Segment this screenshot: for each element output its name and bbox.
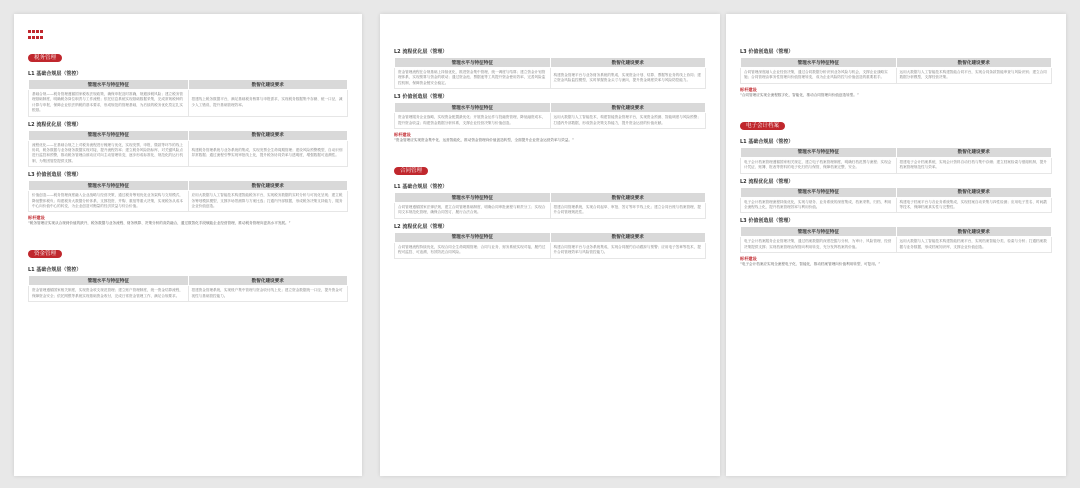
table-cell: 电子会计档案管理遵循国家相关规定，建立电子档案管理制度，明确归档范围与流程；实现会计凭证、账簿、报表等资料的电子化归档与保管，保障档案完整、安全。 <box>741 157 897 173</box>
level-table <box>28 79 348 117</box>
level-table <box>740 187 1052 214</box>
section-tag: 电子会计档案 <box>740 122 785 130</box>
column-header: 管理水平与特征特征 <box>741 187 897 197</box>
level-subtitle: L2 流程优化层（管理） <box>740 178 794 185</box>
level-table <box>394 102 706 129</box>
level-subtitle: L2 流程优化层（管理） <box>394 49 448 55</box>
level-table <box>28 130 348 168</box>
table-cell: 合同管理遵循国家法律法规，建立合同管理基础制度，明确合同审批流程与职责分工；实现合同文本规范化管理，确保合同签订、履行合法合规。 <box>395 203 551 219</box>
table-cell: 电子会计档案服务企业管理决策，通过档案数据的深度挖掘与分析，为审计、风险管理、经营决策提供支撑；实现档案管理由保管向利用转变，充分发挥档案的价值。 <box>741 237 897 253</box>
level-subtitle: L3 价值创造层（管理） <box>740 218 794 225</box>
level-table <box>394 57 706 89</box>
table-cell: 应用大数据与人工智能技术构建智能税务平台，实现税务数据的实时分析与可视化呈现；建立税务筹划模拟模型，支撑多场景测算与方案比选；打通内外部数据，形成税务决策支持能力，服务企业价值创造。 <box>188 191 348 212</box>
column-header: 管理水平与特征特征 <box>741 227 897 237</box>
table-cell: 电子会计档案管理流程持续优化，实现与财务、业务系统的深度集成，档案采集、归档、利用全流程线上化，提升档案管理效率与利用价值。 <box>741 197 897 213</box>
table-cell: 运用大数据与人工智能技术，构建智能资金管理平台，实现资金预测、智能调度与风险预警；打通内外部数据，形成资金决策支持能力，提升资金运营的价值贡献。 <box>550 113 706 129</box>
level-subtitle: L2 流程优化层（管理） <box>394 223 448 230</box>
table-cell: 流程优化——在基础合规之上对税务流程进行梳理与优化，实现发票、申报、缴款等环节的线上协同，税务数据与业务财务数据实现对接，提升流程效率；建立税务风险指标库，对关键风险点进行监控和预警，推动税务管理由被动应对向主动管理转变，逐步形成标准化、规范化的运行机制，为集团管控提供支撑。 <box>29 140 189 167</box>
column-header: 数智化建设要求 <box>550 103 706 113</box>
level-table <box>740 147 1052 174</box>
column-header: 数智化建设要求 <box>188 276 348 286</box>
level-table <box>740 226 1052 253</box>
document-page-2 <box>380 14 720 476</box>
table-cell: 合同管理深度融入企业经营决策，通过合同数据分析识别业务风险与机会，支撑企业战略实施；合同管理由事务性管理向价值管理转变，成为企业风险防控与价值创造的重要抓手。 <box>741 68 897 84</box>
table-cell: 价值创造——税务管理深度融入企业战略与经营决策，通过税务筹划优化业务架构与交易模式，降低整体税负；构建税务大数据分析体系，支撑投资、并购、重组等重大决策，实现税务从成本中心向价值中心的转变，为企业创造可衡量的经济效益与综合价值。 <box>29 191 189 212</box>
level-subtitle: L3 价值创造层（管理） <box>28 172 82 179</box>
note-text: “税务管理应实现从合规到价值的跃升，税务数据与业务流程、财务核算、决策分析的高效融合，通过数智化手段赋能企业经营管理，推动税务管理向更高水平发展。” <box>28 221 291 226</box>
level-table <box>28 180 348 212</box>
column-header: 管理水平与特征特征 <box>29 80 189 90</box>
level-table <box>394 232 706 259</box>
column-header: 数智化建设要求 <box>550 58 706 68</box>
level-subtitle: L1 基础合规层（管控） <box>394 184 448 191</box>
table-cell: 资金管理流程在合规基础上持续优化，推进资金集中管理，统一调度与结算；建立资金计划管理体系，实现预算与资金的联动；通过资金池、票据池等工具提升资金使用效率，完善风险监控机制，保障资金链安全稳定。 <box>395 68 551 89</box>
note-text: “合同管理应实现全流程数字化、智能化，推动合同管理向价值创造转型。” <box>740 92 859 97</box>
document-page-3 <box>726 14 1066 476</box>
column-header: 管理水平与特征特征 <box>741 58 897 68</box>
level-subtitle: L1 基础合规层（管控） <box>28 71 82 77</box>
note-title: 标杆建设 <box>740 256 757 262</box>
column-header: 管理水平与特征特征 <box>395 103 551 113</box>
column-header: 管理水平与特征特征 <box>741 147 897 157</box>
column-header: 数智化建设要求 <box>896 227 1052 237</box>
note-title: 标杆建设 <box>740 86 757 92</box>
column-header: 数智化建设要求 <box>550 193 706 203</box>
level-subtitle: L2 流程优化层（管理） <box>28 121 82 128</box>
level-table <box>394 192 706 219</box>
note-title: 标杆建设 <box>28 215 45 221</box>
section-tag: 资金管理 <box>28 250 62 258</box>
level-subtitle: L3 价值创造层（管理） <box>740 49 794 55</box>
level-table <box>28 275 348 302</box>
level-subtitle: L1 基础合规层（管控） <box>740 138 794 145</box>
level-subtitle: L1 基础合规层（管控） <box>28 267 82 274</box>
column-header: 数智化建设要求 <box>896 187 1052 197</box>
table-cell: 搭建资金管理系统，实现账户集中管理与资金收付线上化；建立资金数据统一口径，提升资金可视性与基础管控能力。 <box>188 286 348 302</box>
column-header: 管理水平与特征特征 <box>29 130 189 140</box>
column-header: 数智化建设要求 <box>188 130 348 140</box>
column-header: 管理水平与特征特征 <box>395 232 551 242</box>
column-header: 数智化建设要求 <box>188 80 348 90</box>
table-cell: 资金管理遵循国家相关制度，实现资金收支规范管理；建立账户管理制度，统一资金结算流程，保障资金安全；依托网银等系统实现基础资金收付，完成日常资金管理工作，满足合规要求。 <box>29 286 189 302</box>
table-cell: 基础合规——税务管理遵循国家税收法规政策，确保申报及时准确，规避涉税风险；建立税务管理基础制度，明确税务岗位职责与工作流程；依托信息系统实现基础数据采集，完成常规税种的计算与申报，保障企业依法纳税的基本要求，形成规范的管理基础，为后续的税务优化奠定扎实根基。 <box>29 90 189 117</box>
column-header: 管理水平与特征特征 <box>395 193 551 203</box>
table-cell: 资金管理服务企业战略，实现资金配置最优化；开展资金运作与投融资管理，降低融资成本，提升资金收益；构建资金数据分析体系，支撑企业经营决策与价值创造。 <box>395 113 551 129</box>
column-header: 管理水平与特征特征 <box>29 181 189 191</box>
level-table <box>740 57 1052 84</box>
table-cell: 搭建电子会计档案系统，实现会计资料自动归档与集中存储；建立档案检索与借阅机制，提升档案管理规范性与效率。 <box>896 157 1052 173</box>
table-cell: 构建合同管理平台与业务系统集成，实现合同履约自动跟踪与预警；应用电子签章等技术，提升合同管理效率与风险管控能力。 <box>550 242 706 258</box>
note-text: “电子会计档案应实现全流程电子化、智能化，推动档案管理向价值利用转型，可复用。” <box>740 262 881 267</box>
table-cell: 构建电子档案平台与各业务系统集成，实现档案自动采集与四性检测；应用电子签名、时间戳等技术，保障档案真实性与完整性。 <box>896 197 1052 213</box>
level-subtitle: L3 价值创造层（管理） <box>394 94 448 101</box>
table-cell: 运用大数据与人工智能技术构建智能档案平台，实现档案智能分类、检索与分析；打通档案数据与业务数据，形成档案知识库，支撑企业价值创造。 <box>896 237 1052 253</box>
column-header: 数智化建设要求 <box>550 232 706 242</box>
table-cell: 构建资金管理平台与业务财务系统的集成，实现资金计划、结算、票据等业务的线上协同；建立资金风险监控模型，实时掌握资金头寸与流向，提升资金调度效率与风险防控能力。 <box>550 68 706 89</box>
column-header: 数智化建设要求 <box>896 58 1052 68</box>
document-page-1 <box>14 14 362 476</box>
table-cell: 构建税务管理系统与业务系统的集成，实现发票全生命周期管理；建设风险预警模型，自动识别异常数据；通过流程引擎实现审批线上化，提升税务协同效率与透明度，增强数据可追溯性。 <box>188 140 348 167</box>
table-cell: 搭建合同管理系统，实现合同起草、审批、签订等环节线上化；建立合同台账与档案管理，提升合同管理规范性。 <box>550 203 706 219</box>
table-cell: 运用大数据与人工智能技术构建智能合同平台，实现合同条款智能审查与风险识别；建立合同数据分析模型，支撑经营决策。 <box>896 68 1052 84</box>
note-title: 标杆建设 <box>394 132 411 138</box>
column-header: 管理水平与特征特征 <box>395 58 551 68</box>
section-tag: 合同管理 <box>394 167 428 175</box>
column-header: 数智化建设要求 <box>188 181 348 191</box>
column-header: 管理水平与特征特征 <box>29 276 189 286</box>
table-cell: 合同管理流程持续优化，实现合同全生命周期管理；合同与业务、财务系统实现对接，履约过程可监控、可追溯，有效防范合同风险。 <box>395 242 551 258</box>
publisher-logo <box>28 30 42 40</box>
table-cell: 搭建线上税务数据平台，满足基础税务核算与申报需求，实现税务数据集中存储、统一口径，减少人工错误，提升基础管理效率。 <box>188 90 348 117</box>
note-text: “资金管理应实现资金集中化、运营智能化，推动资金管理向价值创造转型，全面提升企业资金运营效率与效益。” <box>394 138 574 143</box>
column-header: 数智化建设要求 <box>896 147 1052 157</box>
section-tag: 税务管理 <box>28 54 62 62</box>
